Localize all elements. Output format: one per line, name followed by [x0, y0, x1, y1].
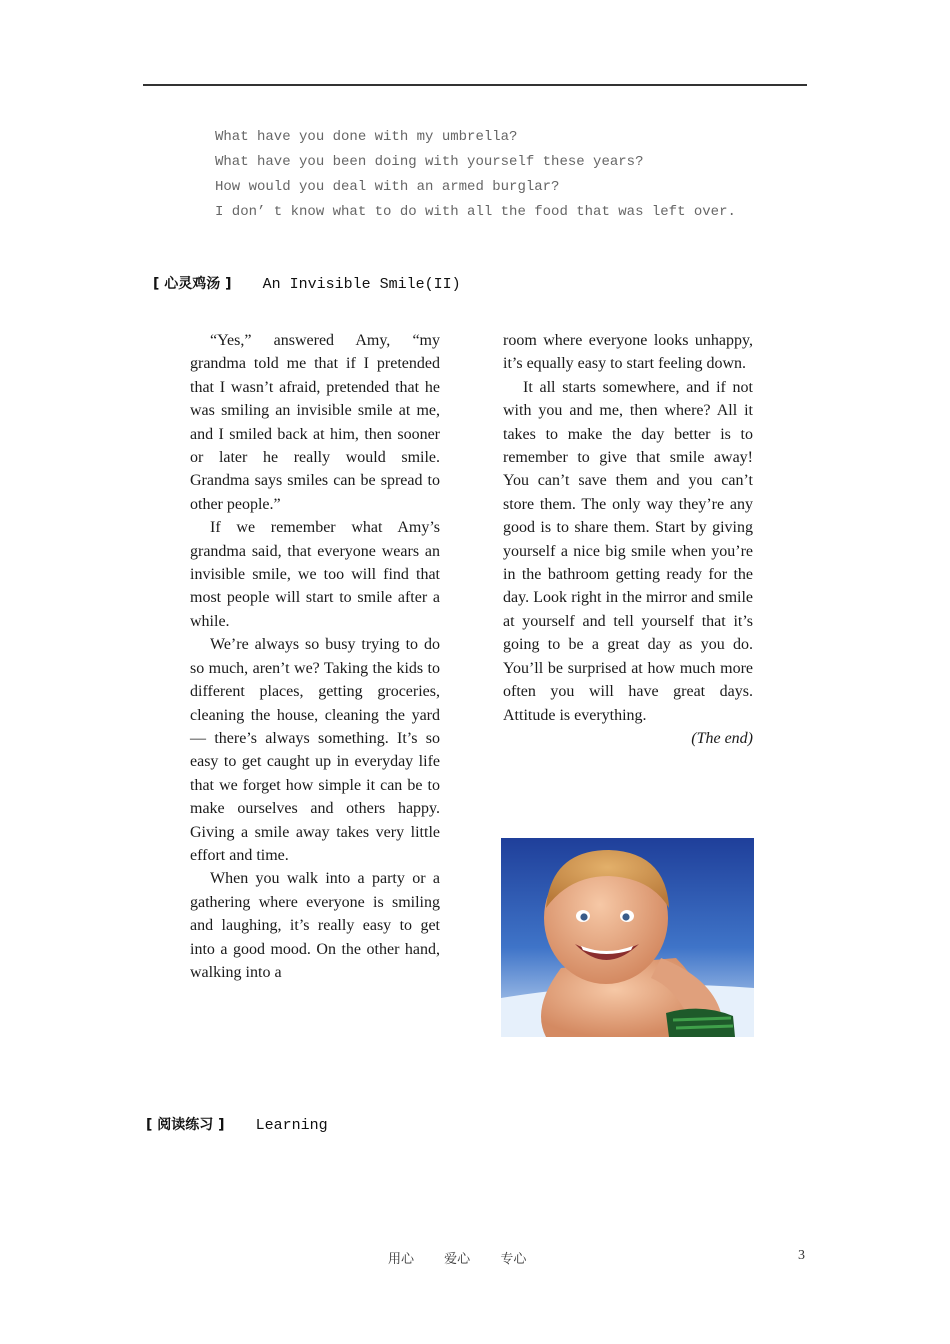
header-rule [143, 84, 807, 86]
motto-word: 专心 [500, 1252, 527, 1267]
motto-word: 爱心 [444, 1252, 471, 1267]
example-sentence: What have you done with my umbrella? [215, 129, 518, 145]
section-title: An Invisible Smile(II) [262, 276, 461, 293]
section-heading-exercise [146, 1114, 328, 1134]
story-paragraph: It all starts somewhere, and if not with you and me, then where? All it takes to make the day better is to remember to give that smile away! You can’t save them and you can’t store them. The only way they’re any good is to share them. Start by giving yourself a nice big smile when you’re in the bathroom getting ready for the day. Look right in the mirror and smile at yourself and tell yourself that it’s going to be a great day as you do. You’ll be surprised at how much more often you will have great days. Attitude is everything. [503, 378, 753, 724]
story-paragraph: When you walk into a party or a gathering where everyone is smiling and laughing, it’s really easy to get into a good mood. On the other hand, walking into a [190, 870, 440, 981]
section-tag: [ 心灵鸡汤 ] [153, 276, 232, 292]
motto-word: 用心 [388, 1252, 415, 1267]
section-heading-story [153, 273, 461, 293]
example-sentences [215, 126, 736, 226]
page-number: 3 [798, 1248, 805, 1263]
section-title: Learning [255, 1117, 328, 1134]
story-column-right [503, 329, 753, 750]
story-paragraph: If we remember what Amy’s grandma said, that everyone wears an invisible smile, we too will find that most people will start to smile after a while. [190, 519, 440, 630]
example-sentence: I don’ t know what to do with all the food that was left over. [215, 204, 736, 220]
example-sentence: How would you deal with an armed burglar? [215, 179, 560, 195]
footer-motto [388, 1248, 552, 1267]
example-sentence: What have you been doing with yourself these years? [215, 154, 644, 170]
story-end-note: (The end) [691, 729, 753, 747]
section-tag: [ 阅读练习 ] [146, 1117, 225, 1133]
story-paragraph: We’re always so busy trying to do so much, aren’t we? Taking the kids to different places, getting groceries, cleaning the house, cleaning the yard — there’s always something. It’s so easy to get caught up in everyday life that we forget how simple it can be to make ourselves and others happy. Giving a smile away takes very little effort and time. [190, 636, 440, 864]
story-paragraph: room where everyone looks unhappy, it’s equally easy to start feeling down. [503, 332, 753, 373]
photo-illustration [501, 838, 754, 1037]
story-column-left [190, 329, 440, 984]
story-paragraph: “Yes,” answered Amy, “my grandma told me that if I pretended that I wasn’t afraid, pretended that he was smiling an invisible smile at me, and I smiled back at him, then sooner or later he really would smile. Grandma says smiles can be spread to other people.” [190, 332, 440, 513]
smiling-boy-photo [501, 838, 754, 1037]
